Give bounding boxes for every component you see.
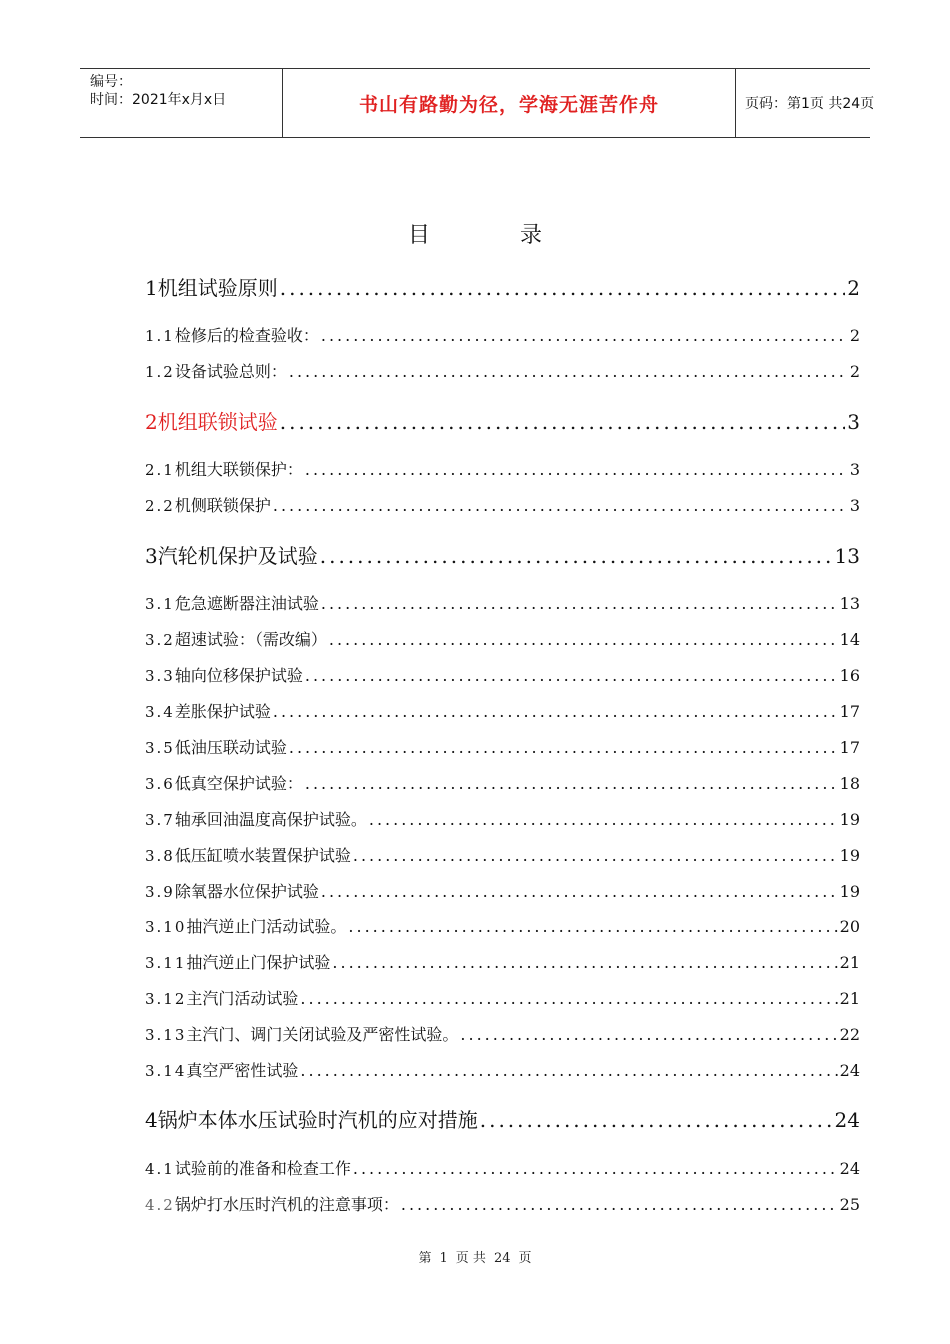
toc-entry-page: 19 <box>839 846 860 865</box>
toc-entry-text: 机侧联锁保护 <box>174 496 271 515</box>
toc-entry-text: 试验前的准备和检查工作 <box>174 1159 351 1178</box>
toc-entry[interactable] <box>145 986 860 1009</box>
toc-entry-text: 汽轮机保护及试验 <box>157 544 318 568</box>
toc-leader-dots <box>273 702 838 721</box>
toc-entry-text: 轴向位移保护试验 <box>174 666 303 685</box>
toc-title: 目录 <box>407 223 632 248</box>
toc-entry-number: 3.9 <box>145 883 175 901</box>
toc-entry-text: 抽汽逆止门活动试验。 <box>186 917 347 936</box>
toc-leader-dots <box>289 738 838 757</box>
toc-entry-number: 3.14 <box>145 1062 187 1080</box>
toc-entry[interactable] <box>145 699 860 722</box>
toc-entry-number: 3.11 <box>145 954 187 972</box>
code-label: 编号： <box>90 74 132 90</box>
toc-entry-page: 3 <box>849 460 860 479</box>
toc-entry-number: 3 <box>145 544 158 568</box>
toc-entry-page: 21 <box>839 989 860 1008</box>
toc-leader-dots <box>300 989 837 1008</box>
toc-entry-page: 13 <box>834 544 860 568</box>
toc-entry[interactable] <box>145 457 860 480</box>
toc-entry-page: 20 <box>839 917 860 936</box>
toc-leader-dots <box>305 460 848 479</box>
toc-entry-page: 2 <box>847 276 860 300</box>
toc-entry[interactable] <box>145 323 860 346</box>
toc-entry-page: 24 <box>834 1108 860 1132</box>
toc-entry-page: 24 <box>839 1061 860 1080</box>
toc-entry-page: 17 <box>839 738 860 757</box>
toc-entry-number: 3.6 <box>145 775 175 793</box>
toc-entry-text: 主汽门活动试验 <box>186 989 299 1008</box>
toc-entry[interactable] <box>145 1104 860 1133</box>
toc-entry-page: 22 <box>839 1025 860 1044</box>
toc-entry-page: 3 <box>849 496 860 515</box>
toc-entry-page: 24 <box>839 1159 860 1178</box>
toc-entry-page: 17 <box>839 702 860 721</box>
toc-leader-dots <box>460 1025 837 1044</box>
toc-leader-dots <box>280 276 846 300</box>
toc-leader-dots <box>369 810 838 829</box>
toc-entry-page: 25 <box>839 1195 860 1214</box>
toc-entry[interactable] <box>145 843 860 866</box>
toc-entry-text: 危急遮断器注油试验 <box>174 594 319 613</box>
footer-page-number: 1 <box>439 1251 448 1266</box>
toc-entry-number: 3.1 <box>145 595 175 613</box>
toc-leader-dots <box>321 882 838 901</box>
toc-entry[interactable] <box>145 914 860 937</box>
toc-entry-number: 3.12 <box>145 990 187 1008</box>
toc-entry[interactable] <box>145 1156 860 1179</box>
toc-entry-text: 除氧器水位保护试验 <box>174 882 319 901</box>
toc-entry-page: 16 <box>839 666 860 685</box>
toc-leader-dots <box>305 666 838 685</box>
toc-entry-text: 机组大联锁保护： <box>174 460 303 479</box>
toc-leader-dots <box>401 1195 838 1214</box>
toc-entry-text: 超速试验：（需改编） <box>174 630 327 649</box>
footer-middle: 页 共 <box>455 1251 486 1266</box>
toc-entry[interactable] <box>145 406 860 435</box>
toc-entry-text: 锅炉本体水压试验时汽机的应对措施 <box>157 1108 478 1132</box>
toc-entry-text: 抽汽逆止门保护试验 <box>186 953 331 972</box>
header-page-cell <box>735 69 875 137</box>
toc-entry-number: 3.13 <box>145 1026 187 1044</box>
toc-entry-text: 轴承回油温度高保护试验。 <box>174 810 367 829</box>
toc-entry-number: 1 <box>145 276 158 300</box>
toc-leader-dots <box>353 846 838 865</box>
toc-entry-text: 检修后的检查验收： <box>174 326 319 345</box>
toc-entry-text: 低油压联动试验 <box>174 738 287 757</box>
toc-entry[interactable] <box>145 627 860 650</box>
page-info: 页码：第1页 共24页 <box>745 96 875 112</box>
toc-leader-dots <box>280 410 846 434</box>
toc-entry-text: 机组联锁试验 <box>157 410 278 434</box>
toc-entry-number: 3.5 <box>145 739 175 757</box>
toc-entry-text: 机组试验原则 <box>157 276 278 300</box>
toc-leader-dots <box>321 326 848 345</box>
toc-entry[interactable] <box>145 1192 860 1215</box>
toc-entry-page: 2 <box>849 362 860 381</box>
time-label: 时间：2021年x月x日 <box>90 92 227 108</box>
toc-entry-number: 3.4 <box>145 703 175 721</box>
toc-entry[interactable] <box>145 493 860 516</box>
toc-entry-page: 13 <box>839 594 860 613</box>
toc-entry-number: 3.7 <box>145 811 175 829</box>
toc-leader-dots <box>300 1061 837 1080</box>
toc-entry[interactable] <box>145 272 860 301</box>
toc-entry-text: 差胀保护试验 <box>174 702 271 721</box>
toc-entry-number: 2 <box>145 410 158 434</box>
toc-entry-text: 设备试验总则： <box>174 362 287 381</box>
toc-entry-page: 19 <box>839 882 860 901</box>
toc-entry-number: 1.1 <box>145 327 175 345</box>
motto: 书山有路勤为径，学海无涯苦作舟 <box>358 93 659 116</box>
toc-entry-number: 1.2 <box>145 363 175 381</box>
toc-entry[interactable] <box>145 735 860 758</box>
toc-leader-dots <box>321 594 838 613</box>
toc-entry-number: 3.3 <box>145 667 175 685</box>
toc-entry-number: 3.10 <box>145 918 187 936</box>
toc-entry[interactable] <box>145 663 860 686</box>
toc-entry[interactable] <box>145 879 860 902</box>
toc-leader-dots <box>480 1108 833 1132</box>
toc-entry-number: 3.8 <box>145 847 175 865</box>
toc-entry-page: 18 <box>839 774 860 793</box>
toc-entry-page: 3 <box>847 410 860 434</box>
toc-leader-dots <box>329 630 838 649</box>
toc-leader-dots <box>332 953 837 972</box>
toc-entry-number: 4.2 <box>145 1196 175 1214</box>
toc-entry[interactable] <box>145 540 860 569</box>
toc-entry-page: 14 <box>839 630 860 649</box>
header-meta <box>80 69 282 137</box>
page-header <box>80 68 875 138</box>
toc-entry-page: 2 <box>849 326 860 345</box>
toc-leader-dots <box>348 917 837 936</box>
toc-entry-number: 2.1 <box>145 461 175 479</box>
toc-entry-text: 主汽门、调门关闭试验及严密性试验。 <box>186 1025 459 1044</box>
footer-prefix: 第 <box>418 1251 432 1266</box>
toc-entry[interactable] <box>145 950 860 973</box>
toc-entry[interactable] <box>145 359 860 382</box>
toc-entry-page: 21 <box>839 953 860 972</box>
header-motto-cell <box>282 69 736 137</box>
toc-entry-number: 4 <box>145 1108 158 1132</box>
toc-leader-dots <box>305 774 838 793</box>
toc-entry[interactable] <box>145 1058 860 1081</box>
toc-leader-dots <box>353 1159 838 1178</box>
toc-leader-dots <box>320 544 833 568</box>
toc-entry[interactable] <box>145 591 860 614</box>
toc-leader-dots <box>273 496 848 515</box>
toc-entry[interactable] <box>145 1022 860 1045</box>
toc-entry-text: 真空严密性试验 <box>186 1061 299 1080</box>
page-footer <box>0 1247 950 1266</box>
toc-entry[interactable] <box>145 771 860 794</box>
footer-total-pages: 24 <box>493 1251 511 1266</box>
toc-entry-text: 低压缸喷水装置保护试验 <box>174 846 351 865</box>
toc-entry-number: 3.2 <box>145 631 175 649</box>
toc-entry-number: 2.2 <box>145 497 175 515</box>
toc-entry-text: 低真空保护试验： <box>174 774 303 793</box>
toc-entry-page: 19 <box>839 810 860 829</box>
toc-leader-dots <box>289 362 848 381</box>
footer-suffix: 页 <box>518 1251 532 1266</box>
toc-entry-number: 4.1 <box>145 1160 175 1178</box>
toc-entry[interactable] <box>145 807 860 830</box>
toc-entry-text: 锅炉打水压时汽机的注意事项： <box>174 1195 399 1214</box>
